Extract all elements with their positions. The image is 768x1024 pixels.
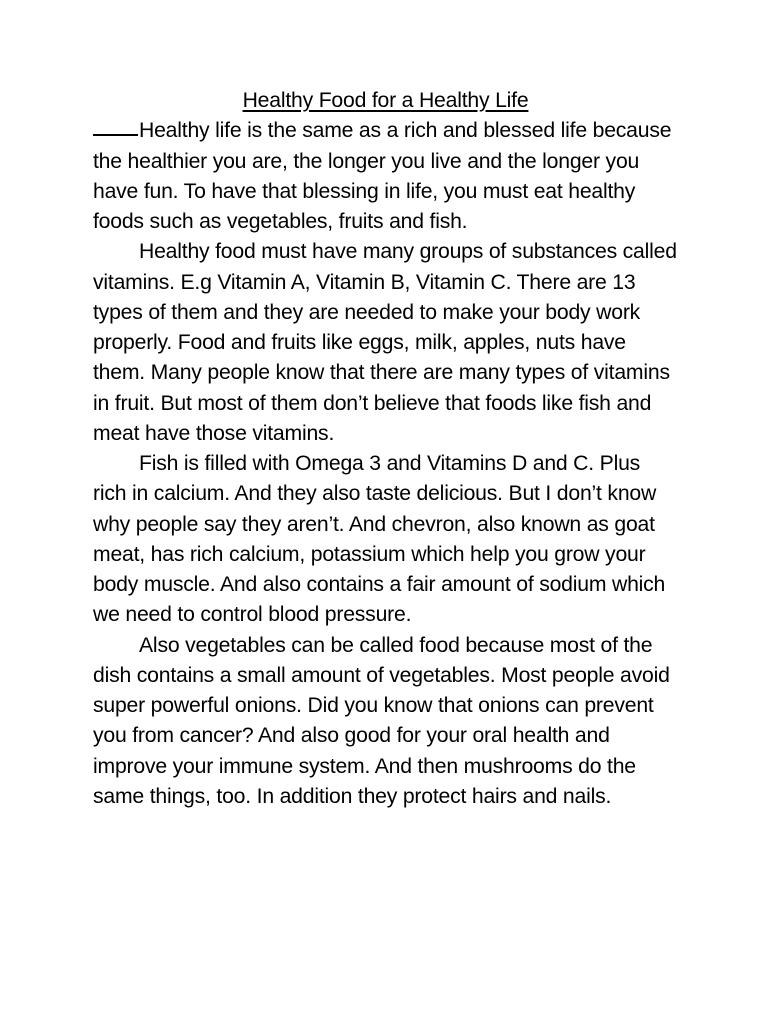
paragraph-4: Also vegetables can be called food because most of the dish contains a small amount of vegetables. Most people avoid super powerful onions. Did you know that onions can prevent you from cancer? And also good for your oral health and improve your immune system. And then mushrooms do the same things, too. In addition they protect hairs and nails.: [93, 633, 670, 808]
paragraph-1-text: Healthy life is the same as a rich and blessed life because the healthier you are, the longer you live and the longer you have fun. To have that blessing in life, you must eat healthy foods such as vegetables, fruits and fish.: [93, 119, 672, 233]
document-title: Healthy Food for a Healthy Life: [242, 89, 529, 112]
blank-underline: [93, 133, 138, 136]
paragraph-1: [93, 116, 678, 237]
paragraph-2: Healthy food must have many groups of substances called vitamins. E.g Vitamin A, Vitamin B, Vitamin C. There are 13 types of them and they are needed to make your body work properly. Food and fruits like eggs, milk, apples, nuts have them. Many people know that there are many types of vitamins in fruit. But most of them don’t believe that foods like fish and meat have those vitamins.: [93, 240, 677, 445]
document-page: [93, 86, 678, 812]
paragraph-3: Fish is filled with Omega 3 and Vitamins D and C. Plus rich in calcium. And they also taste delicious. But I don’t know why people say they aren’t. And chevron, also known as goat meat, has rich calcium, potassium which help you grow your body muscle. And also contains a fair amount of sodium which we need to control blood pressure.: [93, 452, 666, 627]
